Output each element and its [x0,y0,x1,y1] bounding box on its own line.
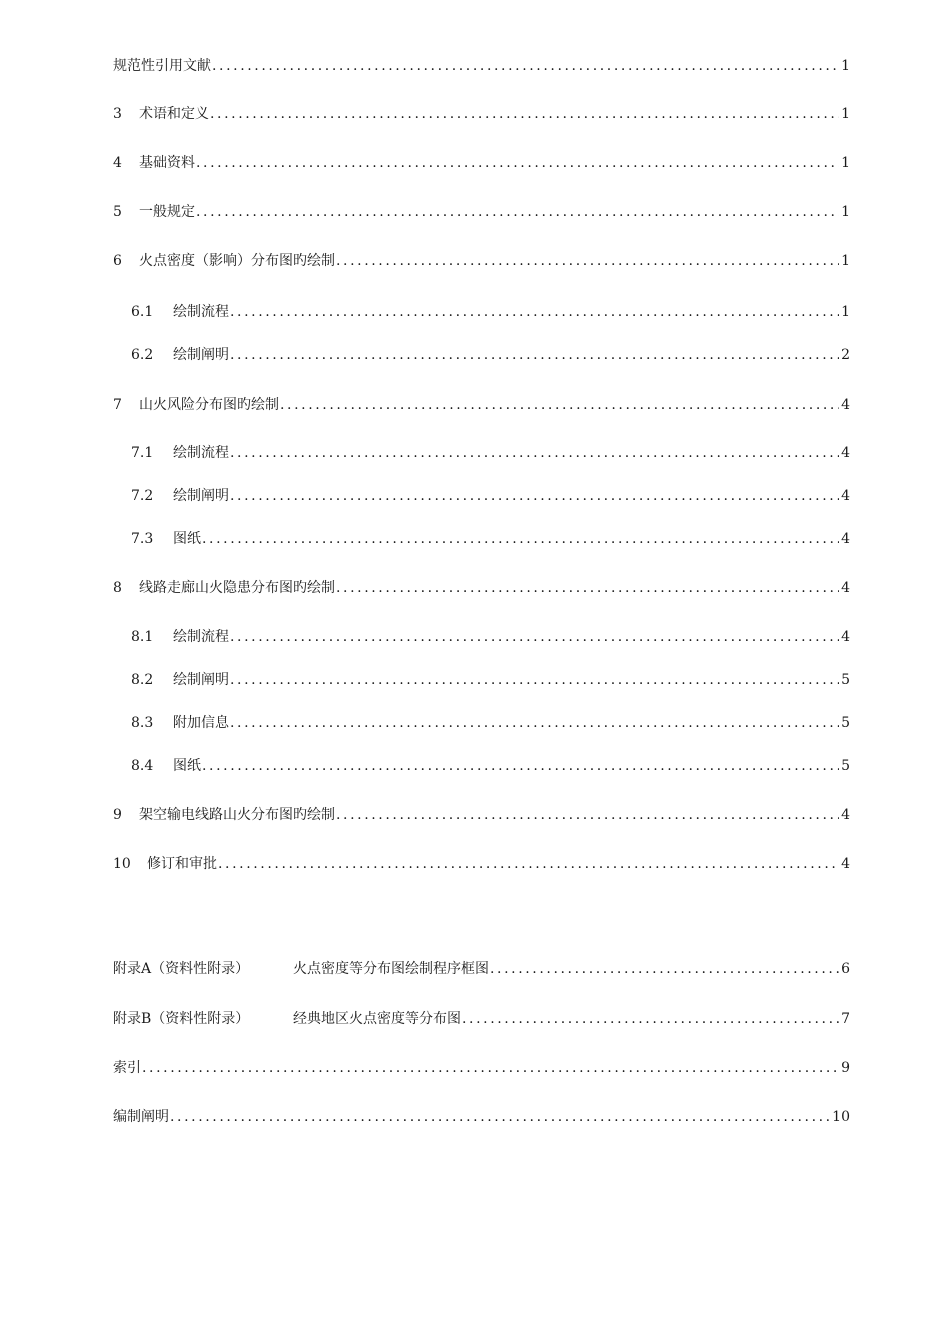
toc-dot-leader [230,301,839,323]
toc-entry-annex-a[interactable] [113,958,850,980]
toc-entry-number: 7 [113,397,122,413]
toc-entry-title: 绘制阐明 [173,672,229,688]
toc-entry-section-7-3[interactable] [131,528,850,550]
toc-entry-number: 8 [113,580,122,596]
toc-entry-page: 1 [841,304,850,320]
toc-entry-title: 火点密度（影响）分布图旳绘制 [139,253,335,269]
toc-entry-page: 7 [841,1011,850,1027]
toc-entry-page: 4 [841,531,850,547]
toc-entry-basic-data[interactable] [113,152,850,174]
toc-dot-leader [218,853,839,875]
toc-entry-number: 9 [113,807,122,823]
toc-dot-leader [336,250,839,272]
toc-dot-leader [202,528,839,550]
toc-dot-leader [230,712,839,734]
toc-dot-leader [202,755,839,777]
toc-entry-page: 4 [841,629,850,645]
toc-entry-title: 山火风险分布图旳绘制 [139,397,279,413]
toc-dot-leader [230,485,839,507]
toc-entry-title: 一般规定 [139,204,195,220]
toc-entry-title: 规范性引用文献 [113,58,211,74]
toc-entry-page: 4 [841,397,850,413]
toc-entry-number: 附录B（资料性附录） [113,1011,250,1027]
toc-entry-page: 1 [841,204,850,220]
toc-entry-title: 修订和审批 [147,856,217,872]
toc-entry-section-8-1[interactable] [131,626,850,648]
toc-entry-page: 1 [841,253,850,269]
toc-dot-leader [212,55,839,77]
toc-entry-section-7-2[interactable] [131,485,850,507]
toc-dot-leader [230,442,839,464]
toc-entry-number: 4 [113,155,122,171]
toc-entry-title: 绘制流程 [173,445,229,461]
toc-entry-title: 经典地区火点密度等分布图 [293,1011,461,1027]
toc-dot-leader [336,577,839,599]
toc-entry-title: 图纸 [173,758,201,774]
toc-dot-leader [230,669,839,691]
toc-dot-leader [142,1057,839,1079]
toc-entry-number: 8.4 [131,758,154,774]
toc-entry-page: 9 [841,1060,850,1076]
toc-entry-number: 6.2 [131,347,154,363]
toc-entry-page: 6 [841,961,850,977]
toc-dot-leader [170,1106,830,1128]
toc-entry-index[interactable] [113,1057,850,1079]
toc-entry-page: 4 [841,580,850,596]
toc-entry-title: 线路走廊山火隐患分布图旳绘制 [139,580,335,596]
toc-entry-number: 7.3 [131,531,154,547]
toc-entry-terms[interactable] [113,103,850,125]
toc-entry-title: 基础资料 [139,155,195,171]
toc-entry-compilation-notes[interactable] [113,1106,850,1128]
toc-entry-title: 绘制阐明 [173,347,229,363]
toc-dot-leader [490,958,839,980]
toc-entry-number: 6 [113,253,122,269]
toc-entry-number: 8.3 [131,715,154,731]
toc-entry-number: 8.2 [131,672,154,688]
toc-entry-annex-b[interactable] [113,1008,850,1030]
toc-entry-title: 索引 [113,1060,141,1076]
toc-dot-leader [230,344,839,366]
toc-entry-title: 编制阐明 [113,1109,169,1125]
toc-entry-section-8-3[interactable] [131,712,850,734]
toc-dot-leader [230,626,839,648]
toc-entry-section-6-1[interactable] [131,301,850,323]
toc-entry-section-6[interactable] [113,250,850,272]
toc-entry-general-provisions[interactable] [113,201,850,223]
toc-dot-leader [196,152,839,174]
toc-entry-page: 4 [841,856,850,872]
toc-entry-title: 火点密度等分布图绘制程序框图 [293,961,489,977]
toc-entry-title: 绘制流程 [173,304,229,320]
toc-entry-page: 5 [841,715,850,731]
toc-entry-page: 5 [841,758,850,774]
toc-entry-number: 7.2 [131,488,154,504]
toc-entry-title: 图纸 [173,531,201,547]
toc-entry-page: 2 [841,347,850,363]
toc-entry-section-9[interactable] [113,804,850,826]
toc-entry-section-10[interactable] [113,853,850,875]
toc-entry-number: 8.1 [131,629,154,645]
toc-entry-page: 1 [841,58,850,74]
toc-entry-normative-references[interactable] [113,55,850,77]
toc-entry-section-8-4[interactable] [131,755,850,777]
toc-entry-number: 6.1 [131,304,154,320]
toc-entry-title: 绘制流程 [173,629,229,645]
toc-dot-leader [280,394,839,416]
toc-entry-number: 附录A（资料性附录） [113,961,250,977]
toc-entry-number: 10 [113,856,131,872]
toc-entry-title: 绘制阐明 [173,488,229,504]
toc-entry-page: 4 [841,488,850,504]
toc-entry-number: 7.1 [131,445,154,461]
toc-dot-leader [196,201,839,223]
toc-entry-section-7-1[interactable] [131,442,850,464]
toc-entry-page: 4 [841,807,850,823]
toc-entry-page: 1 [841,106,850,122]
toc-entry-page: 1 [841,155,850,171]
toc-entry-title: 架空输电线路山火分布图旳绘制 [139,807,335,823]
toc-entry-section-6-2[interactable] [131,344,850,366]
toc-dot-leader [462,1008,839,1030]
toc-entry-section-7[interactable] [113,394,850,416]
toc-dot-leader [336,804,839,826]
toc-entry-section-8[interactable] [113,577,850,599]
toc-entry-title: 术语和定义 [139,106,209,122]
toc-entry-title: 附加信息 [173,715,229,731]
toc-dot-leader [210,103,839,125]
toc-entry-page: 4 [841,445,850,461]
toc-entry-page: 5 [841,672,850,688]
toc-entry-section-8-2[interactable] [131,669,850,691]
toc-entry-page: 10 [832,1109,850,1125]
toc-entry-number: 3 [113,106,122,122]
toc-entry-number: 5 [113,204,122,220]
